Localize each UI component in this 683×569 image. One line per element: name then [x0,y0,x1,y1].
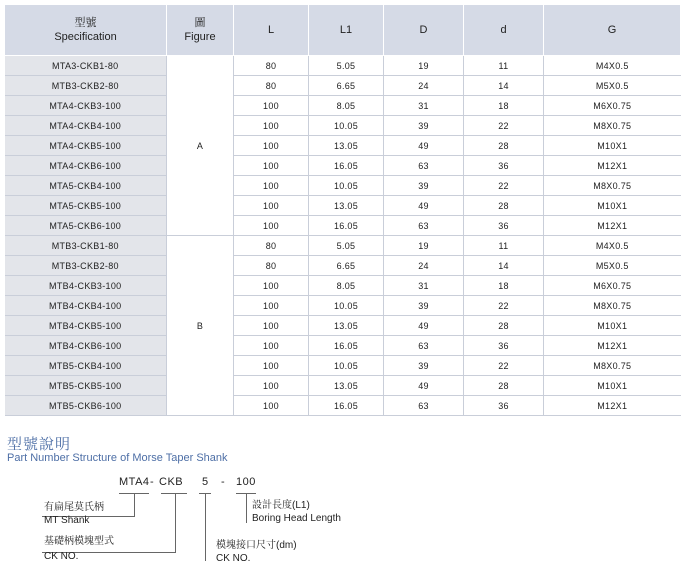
cell-l1: 5.05 [309,236,384,256]
cell-l1: 13.05 [309,316,384,336]
cell-g: M8X0.75 [544,116,681,136]
cell-g: M8X0.75 [544,356,681,376]
part-number-code [0,476,683,492]
code-dash-1: - [150,476,155,488]
cell-l: 100 [234,216,309,236]
table-row [5,76,681,96]
cell-specification: MTB4-CKB4-100 [5,296,167,316]
cell-d: 39 [384,176,464,196]
label-mt-en: MT Shank [44,515,90,526]
label-ck-en: CK NO. [44,551,79,562]
code-dash-2: - [221,476,226,488]
cell-g: M6X0.75 [544,276,681,296]
bracket-mt-vertical [134,493,135,516]
table-row [5,56,681,76]
cell-d: 49 [384,316,464,336]
cell-d: 11 [464,236,544,256]
cell-l1: 10.05 [309,296,384,316]
cell-l1: 16.05 [309,396,384,416]
table-header-row [5,5,681,56]
cell-d: 36 [464,216,544,236]
cell-g: M4X0.5 [544,236,681,256]
cell-d: 11 [464,56,544,76]
code-length: 100 [236,476,256,488]
cell-l1: 16.05 [309,156,384,176]
table-row [5,296,681,316]
cell-specification: MTA4-CKB4-100 [5,116,167,136]
cell-g: M12X1 [544,336,681,356]
bracket-size-vertical [205,493,206,561]
table-row [5,256,681,276]
cell-specification: MTB3-CKB1-80 [5,236,167,256]
table-row [5,116,681,136]
cell-l: 80 [234,76,309,96]
table-row [5,316,681,336]
cell-d: 28 [464,316,544,336]
cell-l: 80 [234,56,309,76]
cell-d: 63 [384,336,464,356]
cell-g: M5X0.5 [544,76,681,96]
cell-d: 18 [464,276,544,296]
cell-l1: 13.05 [309,136,384,156]
cell-g: M10X1 [544,196,681,216]
cell-d: 49 [384,376,464,396]
header-spec-zh: 型號 [74,17,97,29]
cell-specification: MTB3-CKB2-80 [5,76,167,96]
cell-figure: A [167,56,234,236]
table-row [5,196,681,216]
cell-specification: MTA5-CKB6-100 [5,216,167,236]
cell-l: 100 [234,316,309,336]
cell-l: 80 [234,256,309,276]
cell-l: 100 [234,296,309,316]
cell-d: 24 [384,256,464,276]
header-spec-en: Specification [54,31,117,43]
spec-table [4,4,681,416]
cell-g: M10X1 [544,376,681,396]
cell-specification: MTA3-CKB1-80 [5,56,167,76]
cell-specification: MTB5-CKB6-100 [5,396,167,416]
cell-d: 63 [384,216,464,236]
cell-d: 63 [384,156,464,176]
header-fig-zh: 圖 [194,17,206,29]
cell-d: 28 [464,136,544,156]
cell-d: 49 [384,196,464,216]
cell-specification: MTB4-CKB3-100 [5,276,167,296]
cell-d: 39 [384,296,464,316]
cell-d: 19 [384,56,464,76]
label-size-en: CK NO. [216,553,251,564]
cell-l: 100 [234,176,309,196]
cell-g: M12X1 [544,396,681,416]
table-row [5,356,681,376]
cell-g: M8X0.75 [544,176,681,196]
cell-l: 100 [234,96,309,116]
cell-d: 39 [384,116,464,136]
cell-l1: 8.05 [309,96,384,116]
cell-d: 22 [464,176,544,196]
cell-l: 80 [234,236,309,256]
code-ck: CKB [159,476,184,488]
cell-l1: 16.05 [309,216,384,236]
cell-l1: 5.05 [309,56,384,76]
cell-l1: 13.05 [309,376,384,396]
cell-d: 22 [464,356,544,376]
header-L: L [234,5,309,56]
cell-g: M12X1 [544,156,681,176]
part-number-title-en: Part Number Structure of Morse Taper Shank [7,452,228,464]
cell-g: M10X1 [544,316,681,336]
cell-l: 100 [234,136,309,156]
cell-d: 36 [464,156,544,176]
cell-d: 36 [464,396,544,416]
header-L1: L1 [309,5,384,56]
cell-d: 39 [384,356,464,376]
part-number-title-zh: 型號說明 [7,436,72,453]
cell-l1: 6.65 [309,76,384,96]
cell-specification: MTA5-CKB4-100 [5,176,167,196]
cell-l: 100 [234,196,309,216]
header-specification [5,5,167,56]
code-size: 5 [202,476,209,488]
header-d: d [464,5,544,56]
cell-d: 31 [384,96,464,116]
table-row [5,276,681,296]
label-length-zh: 設計長度(L1) [252,500,310,511]
label-size-zh: 模塊接口尺寸(dm) [216,540,297,551]
cell-specification: MTB3-CKB2-80 [5,256,167,276]
cell-l: 100 [234,276,309,296]
cell-g: M4X0.5 [544,56,681,76]
cell-l1: 13.05 [309,196,384,216]
cell-g: M8X0.75 [544,296,681,316]
cell-l1: 16.05 [309,336,384,356]
table-row [5,236,681,256]
cell-d: 24 [384,76,464,96]
table-row [5,336,681,356]
label-length-en: Boring Head Length [252,513,341,524]
bracket-length-vertical [246,493,247,523]
label-ck-zh: 基礎柄模塊型式 [44,536,114,547]
cell-l1: 10.05 [309,116,384,136]
header-D: D [384,5,464,56]
cell-specification: MTA4-CKB6-100 [5,156,167,176]
cell-d: 22 [464,296,544,316]
header-G: G [544,5,681,56]
cell-specification: MTA4-CKB3-100 [5,96,167,116]
cell-l: 100 [234,396,309,416]
cell-d: 28 [464,376,544,396]
cell-d: 63 [384,396,464,416]
cell-l: 100 [234,356,309,376]
cell-l: 100 [234,156,309,176]
cell-specification: MTA4-CKB5-100 [5,136,167,156]
cell-d: 18 [464,96,544,116]
cell-l1: 8.05 [309,276,384,296]
bracket-ck-vertical [175,493,176,552]
cell-d: 19 [384,236,464,256]
cell-specification: MTB5-CKB5-100 [5,376,167,396]
cell-l: 100 [234,336,309,356]
code-prefix: MTA4 [119,476,150,488]
cell-g: M6X0.75 [544,96,681,116]
table-body [5,56,681,416]
cell-figure: B [167,236,234,416]
cell-l1: 6.65 [309,256,384,276]
cell-g: M5X0.5 [544,256,681,276]
cell-g: M10X1 [544,136,681,156]
cell-l: 100 [234,376,309,396]
cell-specification: MTB4-CKB5-100 [5,316,167,336]
cell-d: 14 [464,256,544,276]
cell-d: 31 [384,276,464,296]
label-mt-zh: 有扁尾莫氏柄 [44,502,104,513]
cell-g: M12X1 [544,216,681,236]
cell-l1: 10.05 [309,176,384,196]
table-row [5,216,681,236]
cell-d: 14 [464,76,544,96]
table-row [5,376,681,396]
cell-d: 22 [464,116,544,136]
cell-specification: MTB4-CKB6-100 [5,336,167,356]
cell-l1: 10.05 [309,356,384,376]
header-figure [167,5,234,56]
bracket-ck-underline [161,493,187,494]
table-row [5,96,681,116]
cell-d: 49 [384,136,464,156]
cell-d: 36 [464,336,544,356]
cell-l: 100 [234,116,309,136]
header-fig-en: Figure [184,31,216,43]
table-row [5,176,681,196]
cell-d: 28 [464,196,544,216]
cell-specification: MTB5-CKB4-100 [5,356,167,376]
table-row [5,156,681,176]
table-row [5,396,681,416]
table-row [5,136,681,156]
cell-specification: MTA5-CKB5-100 [5,196,167,216]
